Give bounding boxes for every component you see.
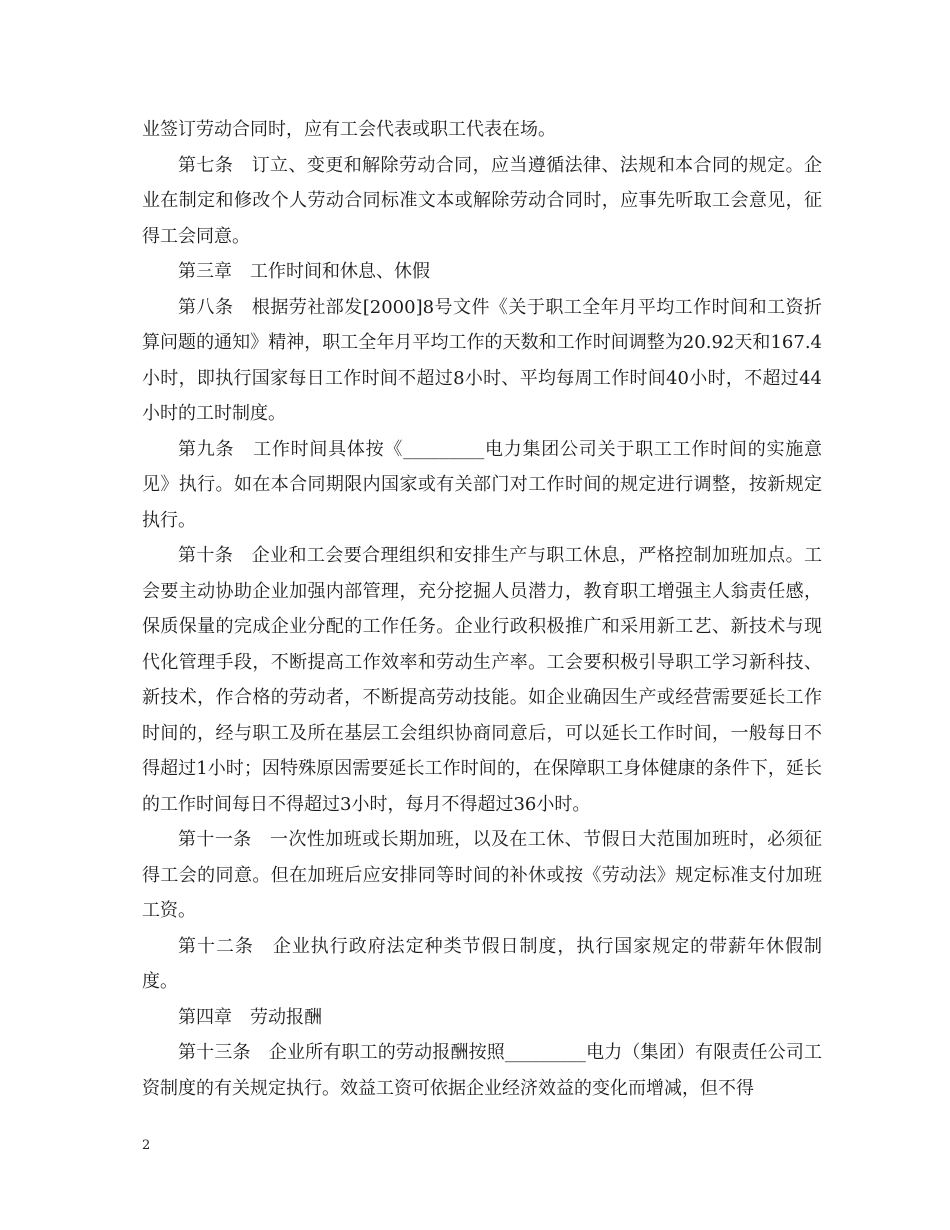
document-body xyxy=(142,112,822,1106)
paragraph-5: 第九条 工作时间具体按《_________电力集团公司关于职工工作时间的实施意见》执行。如在本合同期限内国家或有关部门对工作时间的规定进行调整，按新规定执行。 xyxy=(142,438,822,531)
page-number: 2 xyxy=(142,1138,151,1153)
paragraph-4: 第八条 根据劳社部发[2000]8号文件《关于职工全年月平均工作时间和工资折算问题的通知》精神，职工全年月平均工作的天数和工作时间调整为20.92天和167.4小时，即执行国家每日工作时间不超过8小时、平均每周工作时间40小时，不超过44小时的工时制度。 xyxy=(142,296,822,424)
paragraph-7: 第十一条 一次性加班或长期加班，以及在工休、节假日大范围加班时，必须征得工会的同意。但在加班后应安排同等时间的补休或按《劳动法》规定标准支付加班工资。 xyxy=(142,829,822,921)
paragraph-6: 第十条 企业和工会要合理组织和安排生产与职工休息，严格控制加班加点。工会要主动协助企业加强内部管理，充分挖掘人员潜力，教育职工增强主人翁责任感，保质保量的完成企业分配的工作任务。企业行政积极推广和采用新工艺、新技术与现代化管理手段，不断提高工作效率和劳动生产率。工会要积极引导职工学习新科技、新技术，作合格的劳动者，不断提高劳动技能。如企业确因生产或经营需要延长工作时间的，经与职工及所在基层工会组织协商同意后，可以延长工作时间，一般每日不得超过1小时；因特殊原因需要延长工作时间的，在保障职工身体健康的条件下，延长的工作时间每日不得超过3小时，每月不得超过36小时。 xyxy=(142,545,822,815)
paragraph-1: 业签订劳动合同时，应有工会代表或职工代表在场。 xyxy=(142,119,556,140)
paragraph-3: 第三章 工作时间和休息、休假 xyxy=(178,261,430,282)
paragraph-2: 第七条 订立、变更和解除劳动合同，应当遵循法律、法规和本合同的规定。企业在制定和修改个人劳动合同标准文本或解除劳动合同时，应事先听取工会意见，征得工会同意。 xyxy=(142,154,822,247)
paragraph-9: 第四章 劳动报酬 xyxy=(178,1006,322,1028)
paragraph-10: 第十三条 企业所有职工的劳动报酬按照_________电力（集团）有限责任公司工资制度的有关规定执行。效益工资可依据企业经济效益的变化而增减，但不得 xyxy=(142,1042,822,1099)
paragraph-8: 第十二条 企业执行政府法定种类节假日制度，执行国家规定的带薪年休假制度。 xyxy=(142,935,822,992)
